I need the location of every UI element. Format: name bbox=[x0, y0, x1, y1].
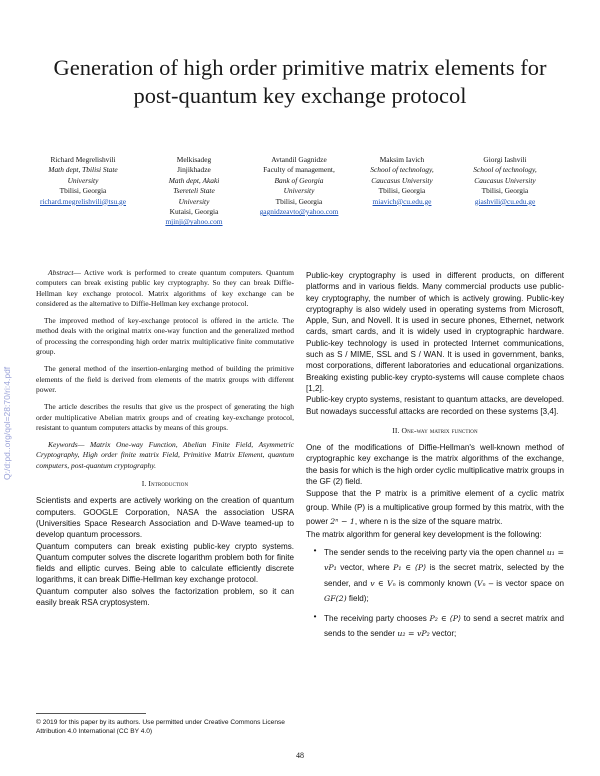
author-affiliation: Caucasus University bbox=[371, 175, 433, 185]
author-affiliation: Bank of Georgia bbox=[274, 175, 324, 185]
bullet-item bbox=[306, 611, 564, 642]
author-email-link[interactable]: gagnidzeavto@yahoo.com bbox=[259, 207, 339, 217]
bullet-text bbox=[324, 545, 564, 607]
bullet-icon: • bbox=[313, 611, 317, 621]
paper-title: Generation of high order primitive matrix elements for post-quantum key exchange protocol bbox=[53, 55, 547, 108]
author-affiliation: Math dept, Tbilisi State bbox=[48, 165, 118, 175]
author-location: Tbilisi, Georgia bbox=[481, 186, 529, 196]
math-inline: GF(2) bbox=[324, 594, 347, 604]
text-run: field); bbox=[346, 594, 369, 604]
text-run: vector, where bbox=[336, 563, 394, 573]
keywords-label: Keywords bbox=[48, 440, 78, 450]
section-title: One-way matrix function bbox=[401, 425, 478, 435]
intro-paragraph: Scientists and experts are actively working on the creation of quantum computers. GOOGLE Corporation, NASA the association USRA (Universities Space Research Association and D-Wave teamed-up to develop quantum processors. bbox=[36, 496, 294, 540]
text-run: is the secret matrix, selected by the sender, and bbox=[324, 563, 564, 588]
author-location: Tbilisi, Georgia bbox=[378, 186, 426, 196]
arxiv-stamp: Q:/d:pd..org/qol=28:70/ri:4.pdf bbox=[2, 366, 12, 480]
intro-paragraph: Quantum computers can break existing public-key crypto systems. Quantum computer solves the discrete logarithm problem both for finite fields and elliptic curves. Being able to calculate efficiently discrete logarithms, it can break Diffie-Hellman key exchange protocol. bbox=[36, 541, 294, 585]
author-affiliation: Faculty of management, bbox=[263, 165, 335, 175]
text-run: , where n is the size of the square matrix. bbox=[354, 517, 503, 527]
text-run: The sender sends to the receiving party via the open channel bbox=[324, 547, 547, 557]
abstract-paragraph: The improved method of key-exchange protocol is offered in the article. The method deals with the original matrix one-way function and the generalized method of processing the corresponding high order matrix multiplicative finite commutative group. bbox=[36, 316, 294, 357]
section-number: I. bbox=[141, 479, 147, 489]
author-name: Avtandil Gagnidze bbox=[271, 155, 327, 164]
abstract bbox=[36, 268, 294, 309]
body-paragraph: Public-key cryptography is used in different products, on different platforms and in various fields. Many commercial products use public-key cryptography, the number of which is actively growing. Public-key cryptography is also widely used in operating systems from Microsoft, Apple, Sun, and Novell. It is used in secure phones, Ethernet, network cards, smart cards, and it is widely used in cryptographic hardware. Public-key technology is used in protected Internet communications, such as S / MIME, SSL and S / WAN. It is used in government, banks, most corporations, different laboratories and educational organizations. Breaking existing public-key crypto-systems will cause complete chaos [1,2]. bbox=[306, 271, 564, 393]
body-paragraph: Public-key crypto systems, resistant to quantum attacks, are developed. But nowadays successful attacks are recorded on these systems [3,4]. bbox=[306, 395, 564, 416]
bullet-icon: • bbox=[313, 545, 317, 555]
bullet-text bbox=[324, 611, 564, 642]
introduction-body bbox=[36, 495, 294, 608]
author-name: Melkisadeg bbox=[176, 155, 212, 164]
section-heading-one-way bbox=[306, 425, 564, 436]
footnote-divider bbox=[36, 713, 146, 714]
section-title: Introduction bbox=[148, 479, 189, 489]
author-location: Kutaisi, Georgia bbox=[169, 207, 219, 217]
author-name: Richard Megrelishvili bbox=[50, 155, 116, 164]
abstract-label: Abstract bbox=[48, 268, 74, 277]
author-location: Tbilisi, Georgia bbox=[59, 186, 107, 196]
right-column bbox=[306, 270, 564, 642]
author-5 bbox=[455, 155, 555, 207]
text-run: vector; bbox=[429, 629, 457, 639]
author-affiliation: School of technology, bbox=[370, 165, 434, 175]
math-inline: u₁ = vP₁ bbox=[324, 547, 564, 573]
text-run: – is vector space on bbox=[485, 578, 565, 588]
author-4 bbox=[352, 155, 452, 207]
author-3 bbox=[245, 155, 353, 217]
author-location: Tbilisi, Georgia bbox=[275, 196, 323, 206]
text-run: Suppose that the P matrix is a primitive element of a cyclic matrix group. While (P) is a multiplicative group formed by this matrix, with the power bbox=[306, 489, 564, 527]
abstract-text: — Active work is performed to create quantum computers. Quantum computers can break existing public key cryptography. So they can break Diffie-Hellman key exchange protocol. Matrix algorithms of key exchange can be considered as the alternative to Diffie-Hellman key exchange protocol. bbox=[36, 268, 294, 308]
bullet-item bbox=[306, 545, 564, 607]
author-email-link[interactable]: richard.megrelishvili@tsu.ge bbox=[39, 196, 127, 206]
left-column bbox=[36, 268, 294, 608]
math-inline: P₁ ∈ ⟨P⟩ bbox=[393, 563, 427, 573]
author-affiliation: University bbox=[67, 175, 99, 185]
author-affiliation: School of technology, bbox=[473, 165, 537, 175]
math-inline: Vₙ bbox=[476, 578, 486, 588]
author-affiliation: Tsereteli State bbox=[173, 186, 215, 196]
keywords-text: — Matrix One-way Function, Abelian Finite Field, Asymmetric Cryptography, High order finite matrix Field, Primitive Matrix Element, quantum computers, post-quantum cryptography. bbox=[36, 440, 294, 470]
text-run: The receiving party chooses bbox=[324, 613, 430, 623]
abstract-paragraph: The article describes the results that give us the prospect of generating the high order multiplicative Abelian matrix groups and of creating key-exchange protocol, resistant to quantum computers attacks by means of this groups. bbox=[36, 402, 294, 432]
author-email-link[interactable]: giashvili@cu.edu.ge bbox=[474, 196, 536, 206]
body-paragraph: The matrix algorithm for general key development is the following: bbox=[306, 530, 542, 540]
math-inline: v ∈ Vₙ bbox=[370, 578, 396, 588]
author-affiliation: University bbox=[283, 186, 315, 196]
author-1 bbox=[28, 155, 138, 207]
math-inline: u₂ = vP₂ bbox=[397, 629, 430, 639]
author-affiliation: Caucasus University bbox=[474, 175, 536, 185]
math-inline: P₂ ∈ ⟨P⟩ bbox=[429, 613, 462, 623]
body-paragraph bbox=[306, 487, 564, 529]
author-email-link[interactable]: mjinji@yahoo.com bbox=[165, 217, 223, 227]
text-run: to send a secret matrix and sends to the sender bbox=[324, 613, 564, 639]
math-inline: 2ⁿ − 1 bbox=[330, 517, 355, 527]
text-run: is commonly known ( bbox=[395, 578, 477, 588]
author-affiliation: Math dept, Akaki bbox=[168, 175, 220, 185]
author-name: Maksim Iavich bbox=[379, 155, 425, 164]
author-name-cont: Jinjikhadze bbox=[177, 165, 211, 175]
keywords bbox=[36, 440, 294, 471]
section-heading-introduction bbox=[36, 479, 294, 489]
page-number: 48 bbox=[296, 751, 304, 760]
body-paragraph: One of the modifications of Diffie-Hellman's well-known method of cryptographic key exchange is the matrix algorithms of the exchange, the basis for which is the high order cyclic multiplicative matrix groups in the GF (2) field. bbox=[306, 443, 564, 487]
author-2 bbox=[148, 155, 240, 228]
section-number: II. bbox=[392, 425, 400, 435]
abstract-paragraph: The general method of the insertion-enlarging method of building the primitive elements of the field is derived from elements of the matrix groups with different power. bbox=[36, 364, 294, 394]
license-footnote: © 2019 for this paper by its authors. Use permitted under Creative Commons License Attribution 4.0 International (CC BY 4.0) bbox=[36, 719, 285, 735]
intro-paragraph: Quantum computer also solves the factorization problem, so it can easily break RSA cryptosystem. bbox=[36, 586, 294, 608]
author-email-link[interactable]: miavich@cu.edu.ge bbox=[372, 196, 432, 206]
author-affiliation: University bbox=[178, 196, 210, 206]
author-name: Giorgi Iashvili bbox=[483, 155, 527, 164]
